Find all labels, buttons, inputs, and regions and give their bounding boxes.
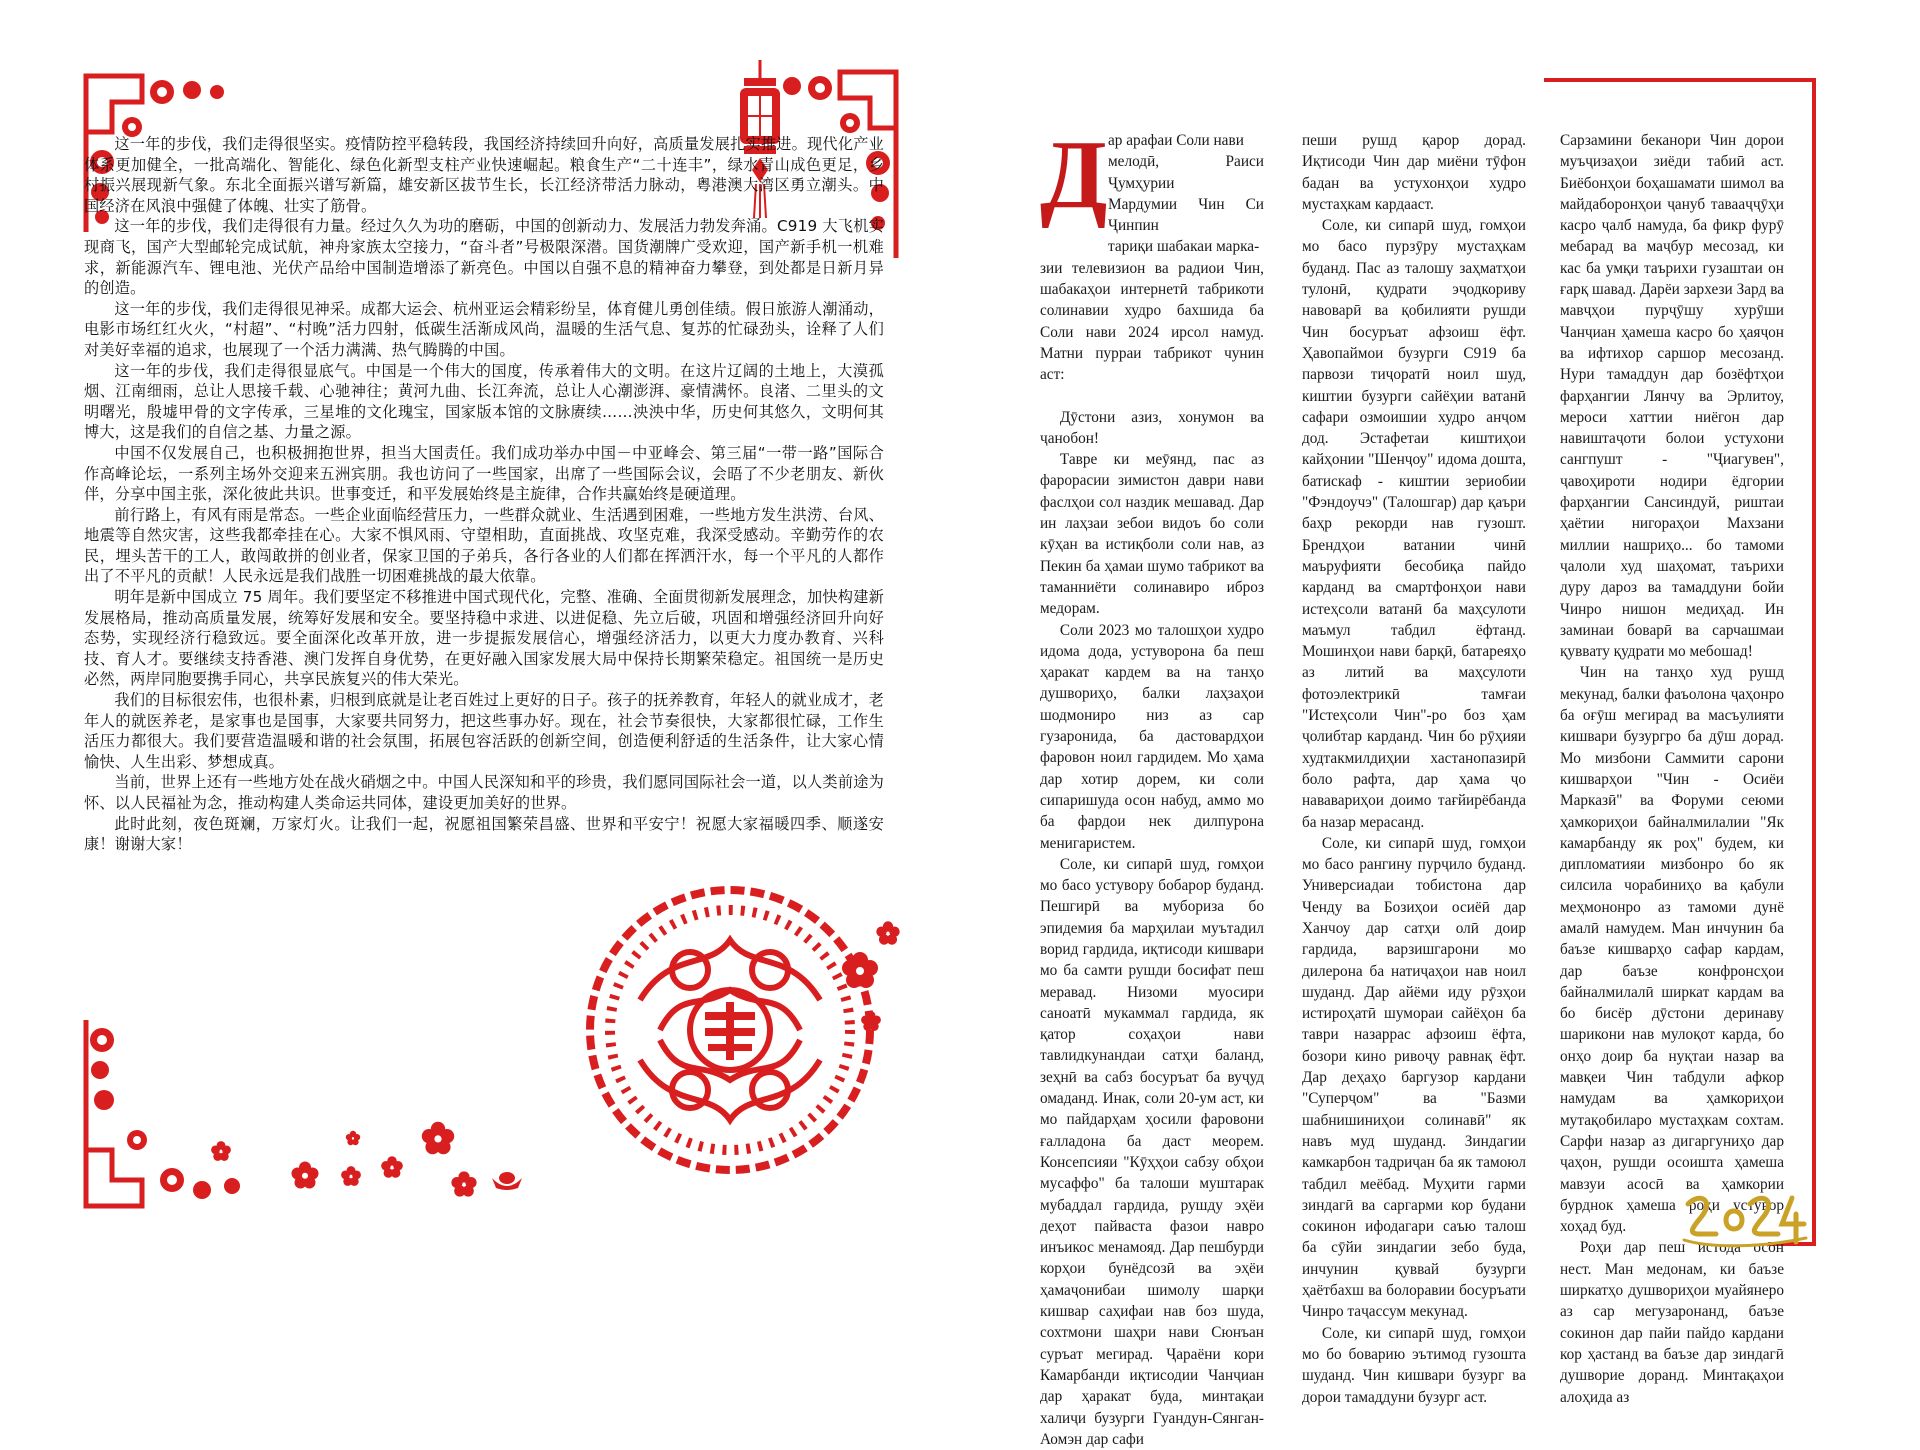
flower-icon — [380, 1155, 404, 1179]
flower-icon — [340, 1165, 362, 1187]
flower-icon — [290, 1160, 320, 1190]
flower-icon — [840, 950, 880, 990]
column-paragraph: Соле, ки сипарӣ шуд, гомҳои мо басо рангину пурҷило буданд. Универсиадаи тобистона дар Ченду ва Бозиҳои осиёӣ дар Ханчоу дар сатҳи олӣ доир гардида, варзишгарони мо дилерона ба натиҷаҳои нав ноил шуданд. Дар айёми иду рӯзҳои истироҳатӣ шумораи сайёҳон ба таври назаррас афзоиш ёфта, бозори кино ривоҷу равнақ ёфт. Дар деҳаҳо баргузор кардани "Суперҷом" ва "Базми шабнишиниҳои солинавӣ" як навъ муд шуданд. Зиндагии камкарбон тадриҷан ба як тамоюл табдил меёбад. Муҳити гарми зиндагӣ ва саргарми кор будани сокинон ифодагари саъю талош ба сӯйи зиндагии зебо буда, инчунин қуввай бузурги ҳаётбахш ва болоравии босуръати Чинро таҷассум мекунад. — [1302, 834, 1526, 1321]
column-paragraph: Соле, ки сипарӣ шуд, гомҳои мо басо устувору бобарор буданд. Пешгирӣ ва мубориза бо эпидемия ба марҳилаи муътадил ворид гардида, иқтисоди кишвари мо ба самти рушди босифат пеш меравад. Низоми муосири саноатӣ мукаммал гардида, як қатор соҳаҳои нави тавлидкунандаи сатҳи баланд, зеҳнӣ ва сабз босуръат ба вуҷуд омаданд. Инак, соли 20-ум аст, ки мо пайдарҳам ҳосили фаровони ғалладона ба даст меорем. Консепсияи "Кӯҳҳои сабзу обҳои мусаффо" ба талоши муштарак мубаддал гардида, рушду эҳёи деҳот пайваста фазои навро инъикос менамояд. Дар пешбурди корҳои бунёдсозӣ ва эҳёи ҳамаҷонибаи шимолу шарқи кишвар саҳифаи нав боз шуда, сохтмони шаҳри нави Сюнъан суръат мегирад. Ҷараёни кори Камарбанди иқтисодии Чанҷиан дар ҳаракат буда, минтақаи халиҷи бузурги Гуандун-Сянган-Аомэн дар сафи — [1040, 855, 1264, 1448]
column-paragraph: зии телевизион ва радиои Чин, шабакаҳои интернетӣ табрикоти солинавии худро бахшида ба Соли нави 2024 ирсол намуд. Матни пурраи табрикот чунин аст: — [1040, 259, 1264, 384]
papercut-medallion — [580, 880, 880, 1180]
cn-paragraph: 这一年的步伐，我们走得很坚实。疫情防控平稳转段，我国经济持续回升向好，高质量发展扎实推进。现代化产业体系更加健全，一批高端化、智能化、绿色化新型支柱产业快速崛起。粮食生产“二十连丰”，绿水青山成色更足，乡村振兴展现新气象。东北全面振兴谱写新篇，雄安新区拔节生长，长江经济带活力脉动，粤港澳大湾区勇立潮头。中国经济在风浪中强健了体魄、壮实了筋骨。 — [84, 135, 884, 215]
column-paragraph: Соле, ки сипарӣ шуд, гомҳои мо бо боварию эътимод гузошта шуданд. Чин кишвари бузург ва дорои тамаддуни бузург аст. — [1302, 1324, 1526, 1406]
cn-paragraph: 这一年的步伐，我们走得很有力量。经过久久为功的磨砺，中国的创新动力、发展活力勃发奔涌。C919 大飞机实现商飞，国产大型邮轮完成试航，神舟家族太空接力，“奋斗者”号极限深潜。国货潮牌广受欢迎，国产新手机一机难求，新能源汽车、锂电池、光伏产品给中国制造增添了新亮色。中国以自强不息的精神奋力攀登，到处都是日新月异的创造。 — [84, 217, 884, 298]
column-paragraph: тариқи шабакаи марка- — [1108, 238, 1260, 256]
flower-icon — [345, 1130, 361, 1146]
column-paragraph: Соли 2023 мо талошҳои худро идома дода, устуворона ба пеш ҳаракат кардем ва на танҳо душвориҳо, балки лаҳзаҳои шодмониро низ аз сар гузаронида, ба дастовардҳои фаровон ноил гардидем. Мо ҳама дар хотир дорем, ки соли сипаришуда осон набуд, аммо мо ба фардои нек дилпурона менигаристем. — [1040, 621, 1264, 852]
column-paragraph: ар арафаи Соли нави — [1108, 132, 1244, 149]
cn-paragraph: 当前，世界上还有一些地方处在战火硝烟之中。中国人民深知和平的珍贵，我们愿同国际社会一道，以人类前途为怀、以人民福祉为念，推动构建人类命运共同体，建设更加美好的世界。 — [84, 773, 884, 812]
cn-paragraph: 中国不仅发展自己，也积极拥抱世界，担当大国责任。我们成功举办中国－中亚峰会、第三届“一带一路”国际合作高峰论坛，一系列主场外交迎来五洲宾朋。我也访问了一些国家，出席了一些国际会议，会晤了不少老朋友、新伙伴，分享中国主张，深化彼此共识。世事变迁，和平发展始终是主旋律，合作共赢始终是硬道理。 — [84, 443, 884, 504]
cn-paragraph: 前行路上，有风有雨是常态。一些企业面临经营压力，一些群众就业、生活遇到困难，一些地方发生洪涝、台风、地震等自然灾害，这些我都牵挂在心。大家不惧风雨、守望相助，直面挑战、攻坚克难，我深受感动。辛勤劳作的农民，埋头苦干的工人，敢闯敢拼的创业者，保家卫国的子弟兵，各行各业的人们都在挥洒汗水，每一个平凡的人都作出了不平凡的贡献！人民永远是我们战胜一切困难挑战的最大依靠。 — [84, 505, 884, 586]
flower-icon — [210, 1140, 232, 1162]
frame-line-right — [1812, 78, 1816, 1246]
cn-paragraph: 这一年的步伐，我们走得很见神采。成都大运会、杭州亚运会精彩纷呈，体育健儿勇创佳绩。假日旅游人潮涌动，电影市场红红火火，“村超”、“村晚”活力四射，低碳生活渐成风尚，温暖的生活气息、复苏的忙碌劲头，诠释了人们对美好幸福的追求，也展现了一个活力满满、热气腾腾的中国。 — [84, 299, 884, 359]
text-column-2 — [1302, 130, 1526, 1408]
left-page — [0, 0, 960, 1303]
corner-ornament-bottom-left — [82, 1010, 282, 1210]
year-2024-logo — [1680, 1190, 1810, 1254]
chinese-text-block — [84, 134, 884, 855]
cn-paragraph: 此时此刻，夜色斑斓，万家灯火。让我们一起，祝愿祖国繁荣昌盛、世界和平安宁！祝愿大家福暖四季、顺遂安康！谢谢大家！ — [84, 814, 884, 854]
flower-icon — [875, 920, 901, 946]
flower-icon — [450, 1170, 478, 1198]
column-paragraph: пеши рушд қарор дорад. Иқтисоди Чин дар миёни тӯфон бадан ва устухонҳои худро мустаҳкам кардааст. — [1302, 132, 1526, 213]
frame-line-top — [1544, 78, 1816, 82]
column-paragraph: Тавре ки меӯянд, пас аз фарорасии зимистон даври нави фаслҳои сол наздик мешавад. Дар ин лаҳзаи зебои видоъ бо соли кӯҳан ва истиқболи соли нав, аз Пекин ба ҳамаи шумо табрикот ва таманниёти солинавиро иброз медорам. — [1040, 451, 1264, 618]
cn-paragraph: 这一年的步伐，我们走得很显底气。中国是一个伟大的国度，传承着伟大的文明。在这片辽阔的土地上，大漠孤烟、江南细雨，总让人思接千载、心驰神往；黄河九曲、长江奔流，总让人心潮澎湃、豪情满怀。良渚、二里头的文明曙光，殷墟甲骨的文字传承，三星堆的文化瑰宝，国家版本馆的文脉赓续……泱泱中华，历史何其悠久，文明何其博大，这是我们的自信之基、力量之源。 — [84, 361, 884, 442]
column-paragraph: мелодӣ, Раиси Ҷумҳурии — [1108, 153, 1264, 192]
cn-paragraph: 明年是新中国成立 75 周年。我们要坚定不移推进中国式现代化，完整、准确、全面贯彻新发展理念，加快构建新发展格局，推动高质量发展，统筹好发展和安全。要坚持稳中求进、以进促稳、先立后破，巩固和增强经济回升向好态势，实现经济行稳致远。要全面深化改革开放，进一步提振发展信心，增强经济活力，以更大力度办教育、兴科技、育人才。要继续支持香港、澳门发挥自身优势，在更好融入国家发展大局中保持长期繁荣稳定。祖国统一是历史必然，两岸同胞要携手同心，共享民族复兴的伟大荣光。 — [84, 588, 884, 689]
column-paragraph: Сарзамини беканори Чин дорои муъҷизаҳои зиёди табиӣ аст. Биёбонҳои боҳашамати шимол ва майдаборонҳои ҷануб тавааҷҷӯҳи касро ҷалб намуда, ба фикр фурӯ мебарад ва маҷбур месозад, ки кас ба умқи таърихи гузаштаи он ғарқ шавад. Дарёи зархези Зард ва мавҷҳои пурҷӯшу хурӯши Чанҷиан ҳамеша касро бо ҳаяҷон ва ифтихор саршор месозанд. Нури тамаддун дар бозёфтҳои фарҳангии Лянчу ва Эрлитоу, мероси хаттии ниёгон дар навиштаҷоти болои устухони сангпушт - "Ҷиагувен", ҷавоҳироти нодири ёдгории фарҳангии Сансиндуй, риштаи ҳаётии нигораҳои Махзани миллии нашриҳо... бо тамоми ҷалоли худ шаҳомат, таърихи дуру дароз ва тамаддуни бойи Чинро нишон медиҳад. Ин заминаи боварӣ ва сарчашмаи қуввату қудрати мо мебошад! — [1560, 132, 1784, 661]
column-paragraph: Соле, ки сипарӣ шуд, гомҳои мо басо пурзӯру мустаҳкам буданд. Пас аз талошу заҳматҳои тулонӣ, қудрати эҷодкориву навоварӣ ва қобилияти рушди Чин босуръат афзоиш ёфт. Ҳавопаймои бузурги C919 ба парвози тиҷоратӣ ноил шуд, киштии бузурги сайёҳии ватанӣ сафари озмоишии худро анҷом дод. Эстафетаи киштиҳои кайҳонии "Шенҷоу" идома дошта, батискаф - киштии зериобии "Фэндоучэ" (Талошгар) дар қаъри баҳр рекорди нав гузошт. Брендҳои ватании чинӣ маъруфияти бесобиқа пайдо карданд ва смартфонҳои нави истеҳсоли ватанӣ ба маҳсулоти маъмул табдил ёфтанд. Мошинҳои нави барқӣ, батареяҳо аз литий ва маҳсулоти фотоэлектрикӣ тамғаи "Истеҳсоли Чин"-ро боз ҳам ҷолибтар карданд. Чин бо рӯҳияи худтакмилдиҳии хастанопазирӣ боло рафта, дар ҳама ҷо нававариҳои доимо тағйирёбанда ба назар мерасанд. — [1302, 217, 1526, 831]
column-paragraph: Чин на танҳо худ рушд мекунад, балки фаъолона ҷаҳонро ба оғӯш мегирад ва масъулияти кишвари бузургро ба дӯш дорад. Мо мизбони Саммити сарони кишварҳои "Чин - Осиёи Марказӣ" ва Форуми сеюми ҳамкориҳои байналмилалии "Як камарбанду як роҳ" будем, ки дипломатияи мизбонро бо як силсила чорабиниҳо ва қабули меҳмононро аз тамоми дунё амалӣ намудем. Ман инчунин ба баъзе кишварҳо сафар кардам, дар баъзе конфронсҳои байналмилалӣ ширкат кардам ва бо бисёр дӯстони деринаву шарикони нав мулоқот карда, бо онҳо доир ба нуқтаи назар ва мавқеи Чин табдули афкор намудам ва ҳамкориҳои мутақобиларо мустаҳкам сохтам. Сарфи назар аз дигаргуниҳо дар ҷаҳон, рушди осоишта ҳамеша мавзуи асосӣ ва ҳамкории бурднок ҳамеша роҳи устувор хоҳад буд. — [1560, 664, 1784, 1236]
column-paragraph: Дӯстони азиз, хонумон ва ҷанобон! — [1040, 408, 1264, 447]
flower-icon — [420, 1120, 456, 1156]
column-paragraph: Мардумии Чин Си Ҷинпин — [1108, 195, 1264, 235]
right-page — [960, 0, 1920, 1448]
drop-cap: Д — [1040, 121, 1108, 229]
column-paragraph: Роҳи дар пеш истода осон нест. Ман медонам, ки баъзе ширкатҳо душвориҳои муайянеро аз сар мегузаронанд, баъзе сокинон дар пайи пайдо кардани кор ҳастанд ва баъзе дар зиндагӣ душворие доранд. Минтақаҳои алоҳида аз — [1560, 1239, 1784, 1406]
cn-paragraph: 我们的目标很宏伟，也很朴素，归根到底就是让老百姓过上更好的日子。孩子的抚养教育，年轻人的就业成才，老年人的就医养老，是家事也是国事，大家要共同努力，把这些事办好。现在，社会节奏很快，大家都很忙碌，工作生活压力都很大。我们要营造温暖和谐的社会氛围，拓展包容活跃的创新空间，创造便利舒适的生活条件，让大家心情愉快、人生出彩、梦想成真。 — [84, 691, 884, 771]
ingot-icon — [490, 1170, 524, 1192]
text-column-1 — [1040, 121, 1264, 1450]
flower-icon — [860, 1010, 882, 1032]
